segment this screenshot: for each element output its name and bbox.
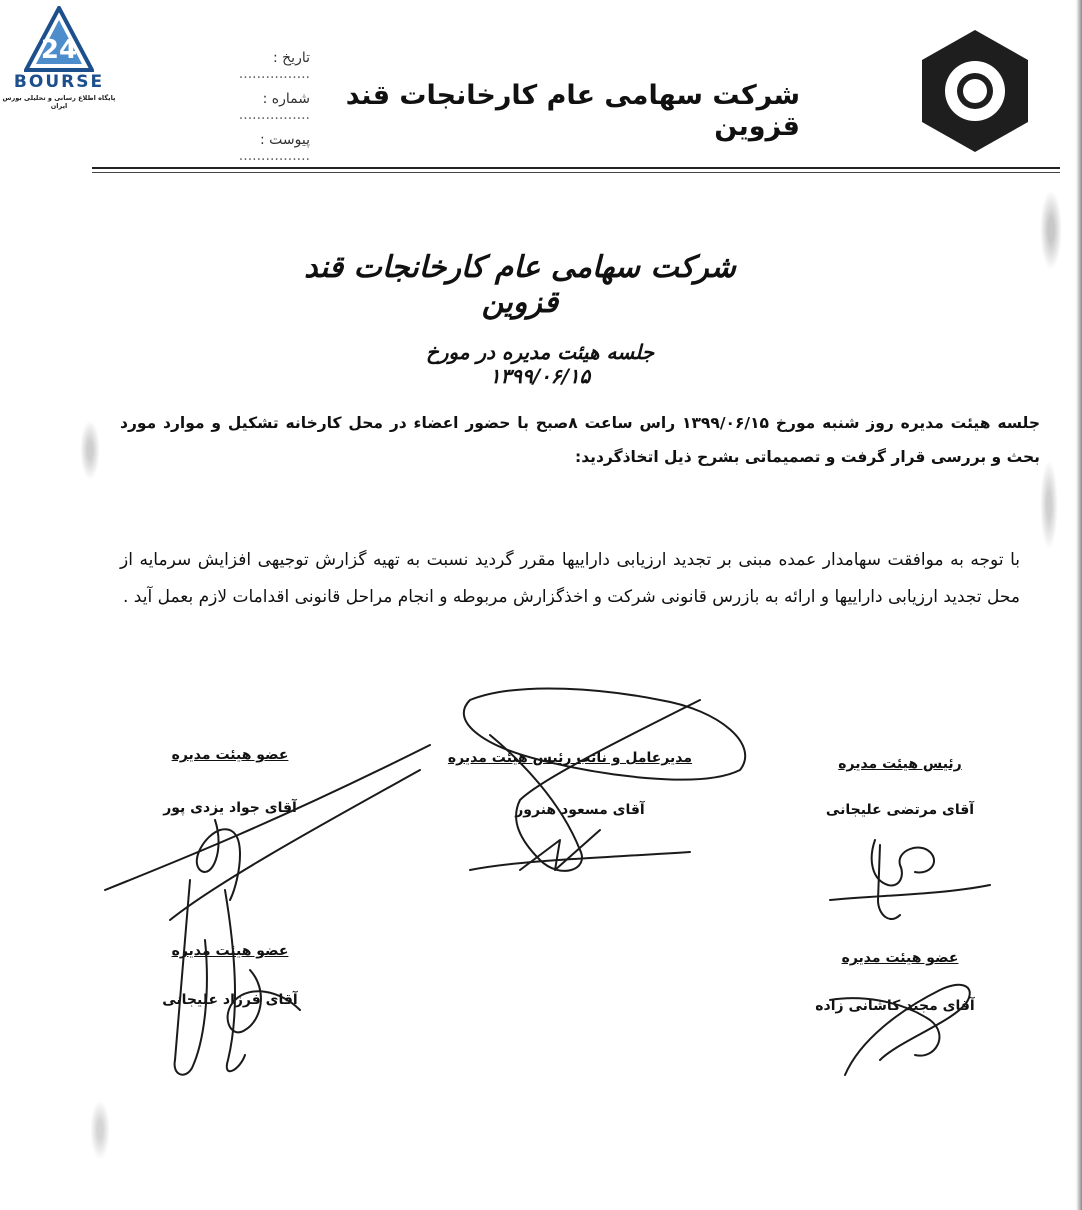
document-title: شرکت سهامی عام کارخانجات قند قزوین [304,250,736,320]
date-label: تاریخ : [272,50,310,66]
meeting-intro-paragraph: جلسه هیئت مدیره روز شنبه مورخ ۱۳۹۹/۰۶/۱۵ راس ساعت ۸صبح با حضور اعضاء در محل کارخانه تشکیل و موارد مورد بحث و بررسی قرار گرفت و تصمیماتی بشرح ذیل اتخاذگردید: [120,414,1040,466]
signatory-role-ceo: مدیرعامل و نائب رئیس هیئت مدیره [447,750,693,766]
signatory-role-chairman: رئیس هیئت مدیره [838,756,962,772]
member1-signature-slash [105,745,430,890]
letterhead-company-name: شرکت سهامی عام کارخانجات قند قزوین [345,80,800,142]
member1-signature-loop [197,820,240,900]
signatory-name-chairman: آقای مرتضی علیجانی [825,802,975,818]
signatory-name-member-3: آقای فرزاد علیجانی [162,992,298,1008]
attachment-field [200,132,310,164]
number-dots: ................ [238,107,310,123]
bourse-watermark-logo [0,0,118,116]
scan-noise [1040,460,1058,550]
number-label: شماره : [262,91,310,107]
chairman-signature-underline [830,885,990,900]
chairman-signature-loop [872,840,934,885]
member3-signature-stem [175,880,207,1075]
scan-noise [1040,190,1062,270]
attachment-dots: ................ [238,148,310,164]
ceo-signature-underline [470,852,690,870]
signatory-role-member-3: عضو هیئت مدیره [171,943,289,959]
signatory-name-member-2: آقای مجید کاشانی زاده [815,998,975,1014]
date-dots: ................ [238,66,310,82]
bourse-mark-text: 24 [40,35,78,65]
member3-signature-stem-2 [225,890,245,1071]
letterhead-divider-thin [92,172,1060,173]
bourse-caption: پایگاه اطلاع رسانی و تحلیلی بورس ایران [2,94,116,110]
scan-edge [1076,0,1082,1210]
ceo-signature-tail [520,830,600,870]
member1-signature-slash-2 [170,770,420,920]
scan-noise [90,1100,110,1160]
ceo-signature-stroke [490,700,700,871]
signatory-name-member-1: آقای جواد یزدی پور [163,800,297,816]
chairman-signature-stem [878,845,900,919]
letterhead-divider [92,167,1060,169]
bourse-triangle-icon [24,6,94,72]
bourse-brand-text: BOURSE [13,72,105,92]
signatory-role-member-1: عضو هیئت مدیره [171,747,289,763]
scan-noise [80,420,100,480]
signatory-role-member-2: عضو هیئت مدیره [841,950,959,966]
attachment-label: پیوست : [260,132,310,148]
date-field [200,50,310,82]
number-field [200,91,310,123]
company-emblem-icon [910,26,1040,156]
meeting-title: جلسه هیئت مدیره در مورخ ۱۳۹۹/۰۶/۱۵ [425,340,655,388]
resolution-paragraph: با توجه به موافقت سهامدار عمده مبنی بر تجدید ارزیابی داراییها مقرر گردید نسبت به تهیه گزارش توجیهی افزایش سرمایه از محل تجدید ارزیابی داراییها و ارائه به بازرس قانونی شرکت و اخذگزارش مربوطه و انجام مراحل قانونی اقدامات لازم بعمل آید . [120,550,1020,607]
signatory-name-ceo: آقای مسعود هنرور [515,802,645,818]
